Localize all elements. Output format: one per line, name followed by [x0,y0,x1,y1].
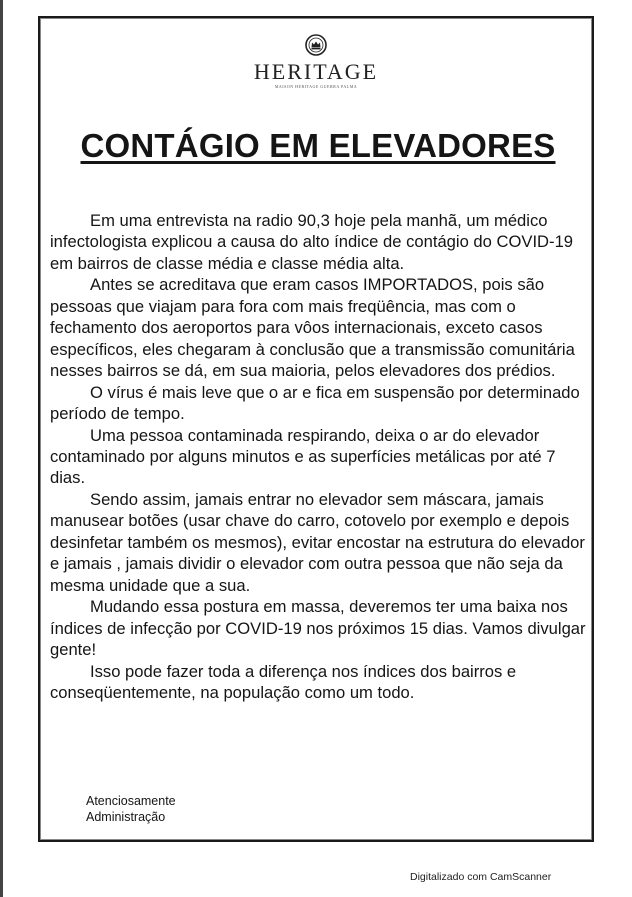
paragraph: Isso pode fazer toda a diferença nos índices dos bairros e conseqüentemente, na população como um todo. [50,661,517,702]
paragraph: Em uma entrevista na radio 90,3 hoje pela manhã, um médico infectologista explicou a causa do alto índice de contágio do COVID-19 em bairros de classe média e classe média alta. [50,211,574,273]
signoff [86,793,176,825]
brand-subtitle: MAISON HERITAGE GUERRA PALMA [274,84,358,89]
paragraph: Antes se acreditava que eram casos IMPORTADOS, pois são pessoas que viajam para fora com mais freqüência, mas com o fechamento dos aeroportos para vôos internacionais, exceto casos específicos, eles chegaram à conclusão que a transmissão comunitária nesses bairros se dá, em sua maioria, pelos elevadores dos prédios. [50,275,575,381]
brand-name: HERITAGE [253,59,379,84]
paragraph: O vírus é mais leve que o ar e fica em suspensão por determinado período de tempo. [50,382,580,424]
notice-frame [38,16,594,842]
paragraph: Mudando essa postura em massa, deveremos ter uma baixa nos índices de infecção por COVID-19 nos próximos 15 dias. Vamos divulgar gente! [50,597,586,660]
scanner-watermark: Digitalizado com CamScanner [410,871,552,883]
scan-edge [0,0,3,897]
notice-body [50,210,586,703]
brand-logo [40,34,592,90]
paragraph: Sendo assim, jamais entrar no elevador sem máscara, jamais manusear botões (usar chave do carro, cotovelo por exemplo e depois desinfetar também os mesmos), evitar encostar na estrutura do elevador e jamais , jamais dividir o elevador com outra pessoa que não seja da mesma unidade que a sua. [50,489,585,595]
signature-text: Administração [86,810,166,824]
paragraph: Uma pessoa contaminada respirando, deixa o ar do elevador contaminado por alguns minutos e as superfícies metálicas por até 7 dias. [50,425,556,488]
closing-text: Atenciosamente [86,794,176,808]
crown-seal-icon [305,34,327,56]
page-title: CONTÁGIO EM ELEVADORES [80,127,556,164]
